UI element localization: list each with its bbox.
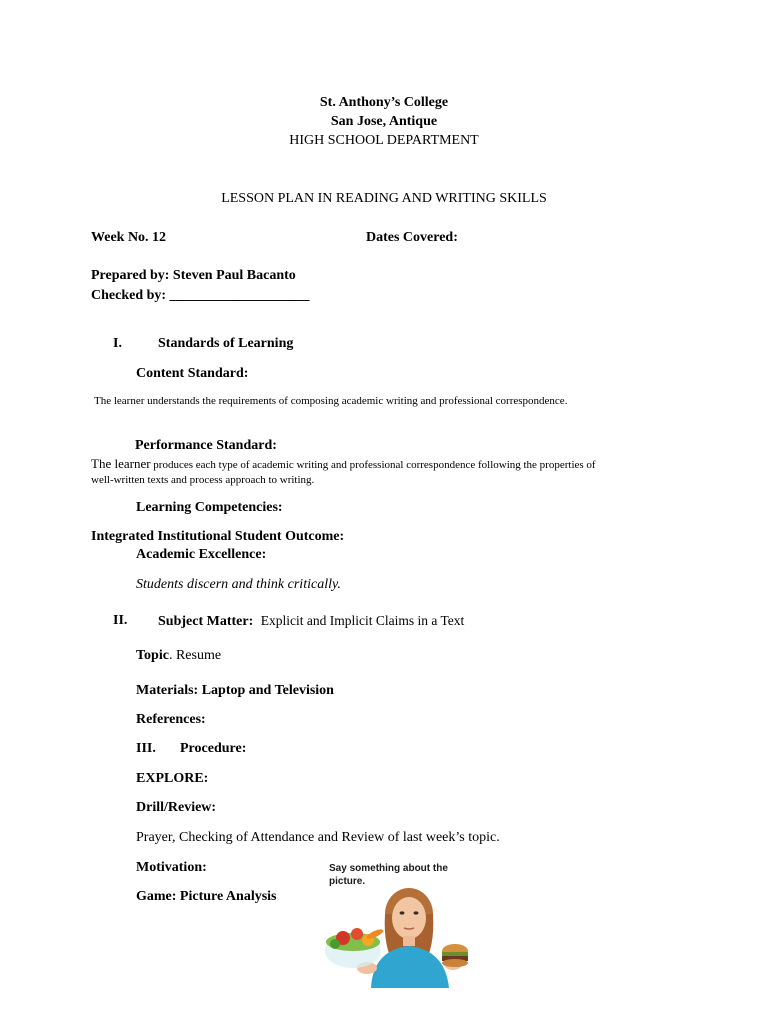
week-number: Week No. 12 — [91, 230, 167, 245]
explore-label: EXPLORE: — [136, 771, 209, 786]
section-2-numeral: II. — [113, 613, 128, 628]
girl-food-illustration — [313, 856, 481, 988]
topic-label: Topic — [136, 648, 169, 663]
topic-text: . Resume — [168, 648, 222, 663]
performance-standard-line-2: well-written texts and process approach to writing. — [91, 474, 315, 486]
topic-line — [136, 648, 221, 664]
subject-matter-line — [158, 613, 464, 630]
document-title: LESSON PLAN IN READING AND WRITING SKILLS — [221, 191, 547, 206]
school-name: St. Anthony’s College — [319, 95, 449, 110]
department-name: HIGH SCHOOL DEPARTMENT — [289, 133, 479, 148]
section-1-numeral: I. — [113, 336, 122, 351]
academic-excellence-text: Students discern and think critically. — [136, 577, 341, 592]
content-standard-label: Content Standard: — [136, 366, 249, 381]
references: References: — [136, 712, 206, 727]
drill-review-label: Drill/Review: — [136, 800, 217, 815]
academic-excellence-label: Academic Excellence: — [136, 547, 267, 562]
section-3-heading: Procedure: — [180, 741, 247, 756]
subject-matter-label: Subject Matter: — [158, 614, 254, 629]
image-caption: Say something about the picture. — [329, 863, 448, 887]
performance-standard-line-1 — [91, 455, 596, 473]
performance-text-1: produces each type of academic writing and professional correspondence following the properties of — [150, 459, 596, 471]
materials: Materials: Laptop and Television — [136, 683, 334, 698]
section-1-heading: Standards of Learning — [158, 336, 294, 351]
prepared-by: Prepared by: Steven Paul Bacanto — [91, 268, 296, 283]
iiso-label: Integrated Institutional Student Outcome: — [91, 529, 345, 544]
game-label: Game: Picture Analysis — [136, 889, 277, 904]
school-location: San Jose, Antique — [330, 114, 438, 129]
content-standard-text: The learner understands the requirements of composing academic writing and professional correspondence. — [94, 395, 568, 407]
picture-analysis-image — [313, 856, 481, 988]
motivation-label: Motivation: — [136, 860, 207, 875]
learning-competencies-label: Learning Competencies: — [136, 500, 283, 515]
performance-lead: The learner — [91, 456, 151, 471]
dates-covered: Dates Covered: — [366, 230, 458, 245]
section-3-numeral: III. — [136, 741, 156, 756]
subject-matter-text: Explicit and Implicit Claims in a Text — [260, 613, 465, 628]
checked-by: Checked by: ____________________ — [91, 288, 310, 303]
drill-review-text: Prayer, Checking of Attendance and Review of last week’s topic. — [136, 830, 500, 845]
performance-standard-label: Performance Standard: — [135, 438, 277, 453]
